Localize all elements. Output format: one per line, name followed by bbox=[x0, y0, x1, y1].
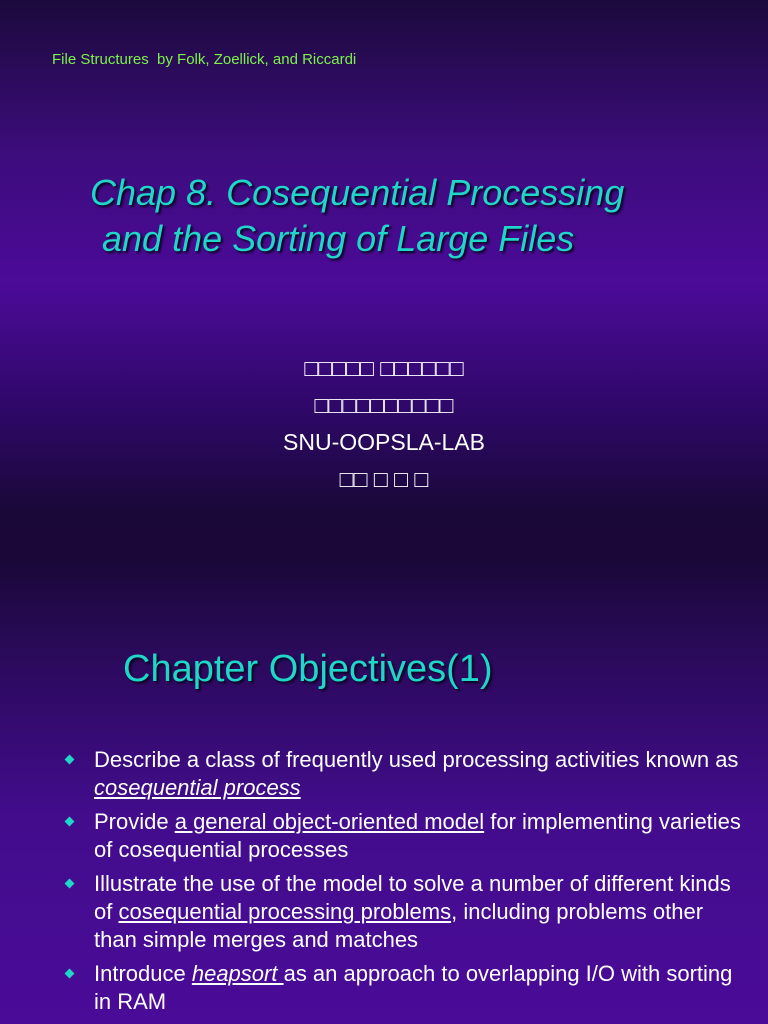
author-line-1: □□□□□ □□□□□□ bbox=[304, 355, 464, 381]
bullet-term: cosequential processing problems bbox=[118, 899, 452, 924]
bullet-text: Introduce bbox=[94, 961, 192, 986]
bullet-text: Describe a class of frequently used processing activities known as bbox=[94, 747, 739, 772]
author-line-3: SNU-OOPSLA-LAB bbox=[283, 429, 485, 455]
title-line-1: Chap 8. Cosequential Processing bbox=[90, 172, 625, 213]
title-line-2: and the Sorting of Large Files bbox=[102, 218, 575, 259]
header-note: File Structures by Folk, Zoellick, and Riccardi bbox=[52, 51, 357, 68]
bullet-term: a general object-oriented model bbox=[174, 809, 485, 834]
list-item bbox=[62, 746, 742, 802]
author-line-2: □□□□□□□□□□ bbox=[314, 392, 454, 418]
diamond-bullet-icon bbox=[65, 879, 75, 889]
bullet-text: , including problems other than simple merges and matches bbox=[94, 899, 704, 952]
bullet-text: as an approach to overlapping I/O with sorting in RAM bbox=[94, 961, 733, 1014]
list-item bbox=[62, 808, 742, 864]
slide-2 bbox=[0, 560, 768, 1024]
diamond-bullet-icon bbox=[65, 969, 75, 979]
objectives-title: Chapter Objectives(1) bbox=[123, 648, 493, 690]
bullet-text: for implementing varieties of cosequential processes bbox=[94, 809, 741, 862]
author-block bbox=[0, 350, 768, 498]
bullet-term: heapsort bbox=[191, 961, 284, 986]
list-item bbox=[62, 960, 742, 1016]
bullet-text: Illustrate the use of the model to solve a number of different kinds of bbox=[94, 871, 731, 924]
bullet-text: Provide bbox=[94, 809, 175, 834]
diamond-bullet-icon bbox=[65, 817, 75, 827]
list-item bbox=[62, 870, 742, 954]
objectives-list bbox=[62, 746, 742, 1022]
diamond-bullet-icon bbox=[65, 755, 75, 765]
author-line-4: □□ □ □ □ bbox=[339, 466, 429, 492]
bullet-term: cosequential process bbox=[94, 775, 301, 800]
slide-separator bbox=[0, 512, 768, 560]
